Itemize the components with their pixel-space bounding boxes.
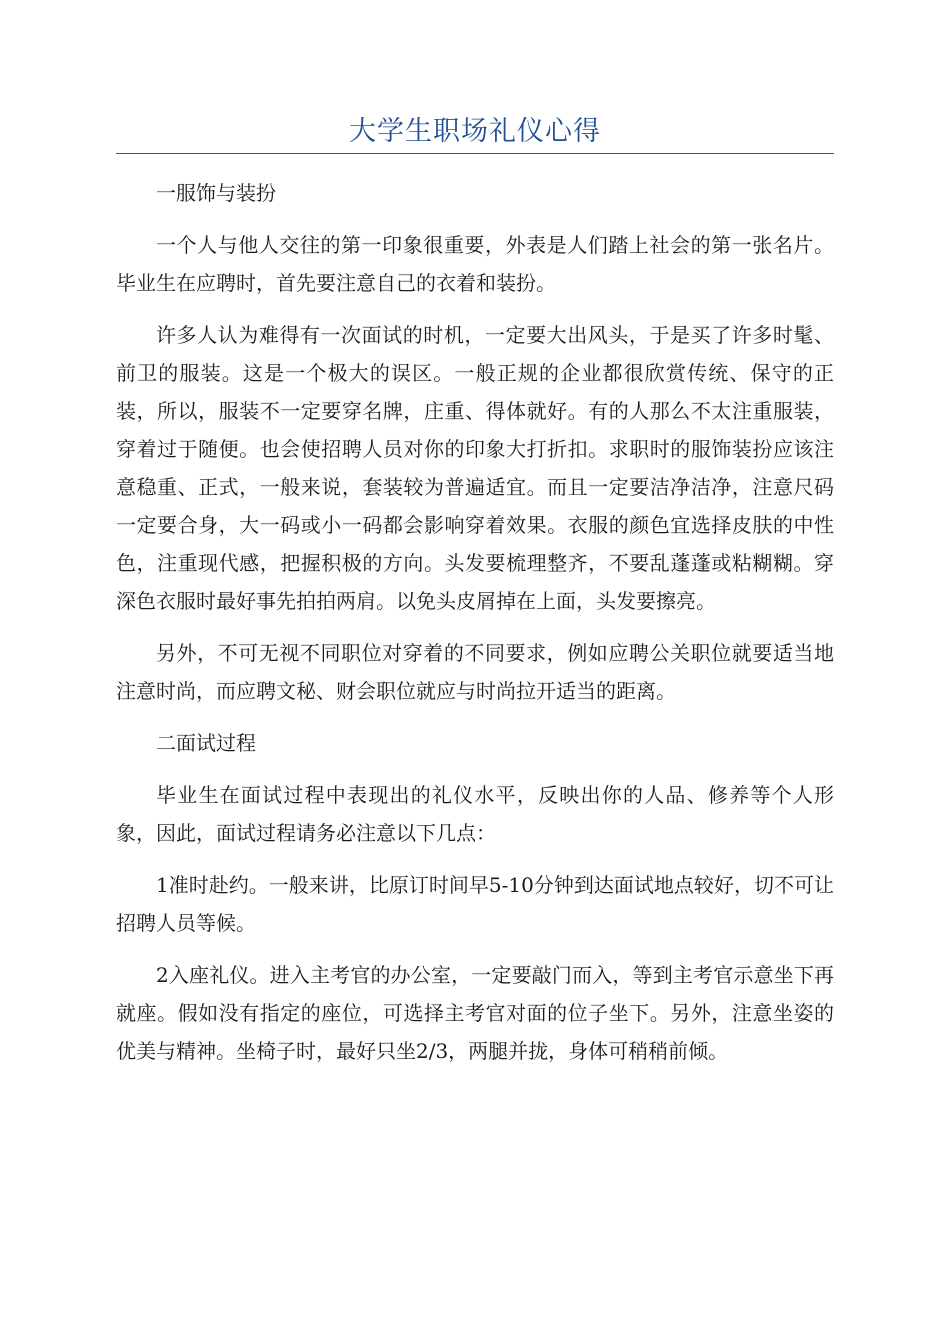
list-item-punctuality: 1准时赴约。一般来讲，比原订时间早5-10分钟到达面试地点较好，切不可让招聘人员等候。 [116, 873, 834, 935]
list-item-seating: 2入座礼仪。进入主考官的办公室，一定要敲门而入，等到主考官示意坐下再就座。假如没有指定的座位，可选择主考官对面的位子坐下。另外，注意坐姿的优美与精神。坐椅子时，最好只坐2/3，两腿并拢，身体可稍稍前倾。 [116, 963, 834, 1063]
document-page [116, 0, 834, 1344]
paragraph: 另外，不可无视不同职位对穿着的不同要求，例如应聘公关职位就要适当地注意时尚，而应聘文秘、财会职位就应与时尚拉开适当的距离。 [116, 641, 834, 703]
section-heading-attire: 一服饰与装扮 [156, 181, 276, 205]
title-underline [116, 153, 834, 154]
document-body [116, 174, 834, 1084]
paragraph: 一个人与他人交往的第一印象很重要，外表是人们踏上社会的第一张名片。毕业生在应聘时，首先要注意自己的衣着和装扮。 [116, 233, 834, 295]
paragraph: 毕业生在面试过程中表现出的礼仪水平，反映出你的人品、修养等个人形象，因此，面试过程请务必注意以下几点： [116, 783, 834, 845]
document-title: 大学生职场礼仪心得 [349, 116, 601, 147]
paragraph: 许多人认为难得有一次面试的时机，一定要大出风头，于是买了许多时髦、前卫的服装。这是一个极大的误区。一般正规的企业都很欣赏传统、保守的正装，所以，服装不一定要穿名牌，庄重、得体就好。有的人那么不太注重服装，穿着过于随便。也会使招聘人员对你的印象大打折扣。求职时的服饰装扮应该注意稳重、正式，一般来说，套装较为普遍适宜。而且一定要洁净洁净，注意尺码一定要合身，大一码或小一码都会影响穿着效果。衣服的颜色宜选择皮肤的中性色，注重现代感，把握积极的方向。头发要梳理整齐，不要乱蓬蓬或粘糊糊。穿深色衣服时最好事先拍拍两肩。以免头皮屑掉在上面，头发要擦亮。 [116, 323, 834, 613]
section-heading-interview: 二面试过程 [156, 731, 256, 755]
